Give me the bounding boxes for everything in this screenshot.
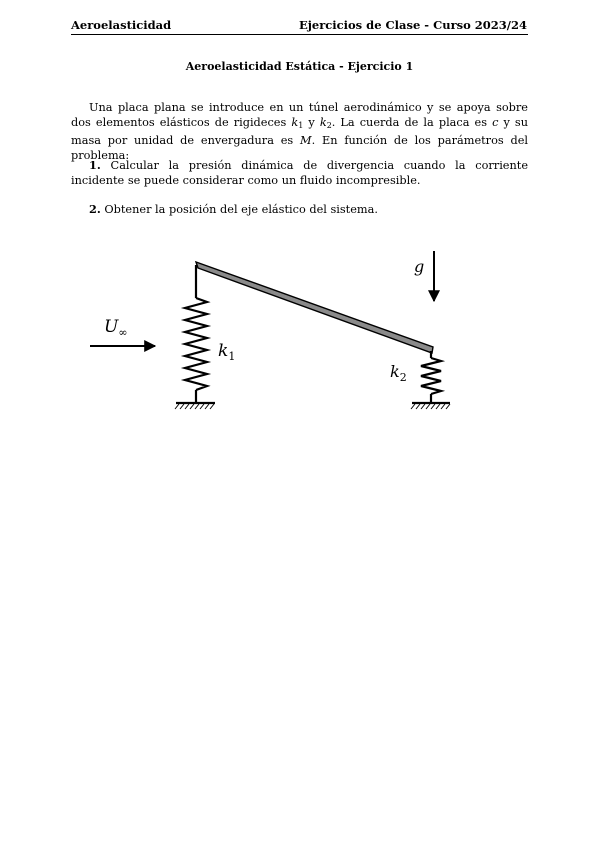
- item-2-text: Obtener la posición del eje elástico del sistema.: [104, 203, 378, 216]
- header-rule: [71, 34, 528, 35]
- item-1-number: 1.: [89, 158, 101, 172]
- plate-spring-figure: [80, 250, 470, 420]
- k2-symbol: $k_2$: [319, 116, 332, 130]
- gravity-label: g: [414, 257, 425, 276]
- mass-symbol: M: [300, 134, 312, 147]
- chord-symbol: c: [492, 116, 499, 129]
- intro-text-1: Una placa plana se introduce en un túnel aerodinámico y se apoya sobre dos elementos elásticos de rigideces: [71, 101, 528, 129]
- flat-plate: [196, 262, 433, 353]
- item-2: [71, 202, 528, 217]
- header-left: Aeroelasticidad: [71, 18, 172, 32]
- item-1: [71, 158, 528, 188]
- spring-k1: [176, 265, 215, 403]
- intro-text-2: y: [303, 116, 320, 129]
- spring-k2: [412, 351, 450, 403]
- item-2-number: 2.: [89, 202, 101, 216]
- intro-text-4: y su masa por unidad de envergadura es: [71, 116, 529, 147]
- intro-text-3: . La cuerda de la placa es: [331, 116, 493, 129]
- k2-label: $k_2$: [390, 362, 407, 384]
- ground-k2: [411, 404, 450, 409]
- k1-symbol: $k_1$: [291, 116, 304, 130]
- exercise-title: Aeroelasticidad Estática - Ejercicio 1: [185, 60, 414, 73]
- intro-text-5: . En función de los parámetros del problema:: [71, 134, 529, 162]
- intro-paragraph: [71, 100, 528, 163]
- item-1-text: Calcular la presión dinámica de divergencia cuando la corriente incidente se puede considerar como un fluido incompresible.: [71, 159, 528, 187]
- ground-k1: [175, 404, 214, 409]
- flow-label: $U_\infty$: [104, 317, 128, 339]
- k1-label: $k_1$: [218, 341, 236, 363]
- header-right: Ejercicios de Clase - Curso 2023/24: [298, 18, 527, 32]
